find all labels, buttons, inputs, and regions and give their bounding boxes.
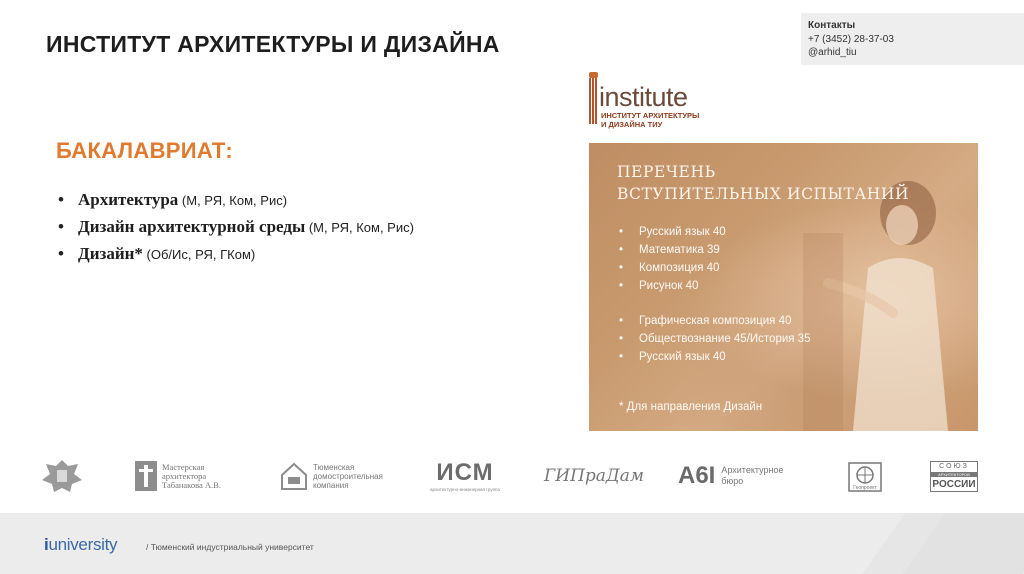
list-item [56,215,576,240]
contacts-phone[interactable]: +7 (3452) 28-37-03 [808,33,894,45]
a61-line2: бюро [721,476,744,486]
list-item: • Рисунок 40 [619,277,726,295]
tabanakov-mark-icon [135,461,157,491]
tabanakov-line1: Мастерская [162,461,205,472]
logo-subtitle [601,111,731,129]
footer [0,513,1024,574]
exams-title-line1: ПЕРЕЧЕНЬ [617,163,716,181]
partner-geoproject[interactable] [846,440,884,512]
tdk-line1: Тюменская [313,462,355,472]
union-line1: СОЮЗ [939,462,969,470]
list-item: • Математика 39 [619,241,726,259]
partner-union-of-architects[interactable] [929,440,979,512]
institute-logo [589,72,739,134]
program-name: Архитектура [78,190,179,209]
logo-bar-icon [589,78,598,124]
partner-coat-of-arms[interactable] [34,440,90,512]
list-item [56,188,576,213]
program-subjects: (М, РЯ, Ком, Рис) [178,193,288,208]
union-line3: РОССИИ [932,478,976,490]
brand-i: i [44,535,49,554]
list-item: • Композиция 40 [619,259,726,277]
ism-subtitle: архитектурно-инженерная группа [430,486,500,492]
contacts-handle[interactable]: @arhid_tiu [808,47,857,58]
contacts-box [801,13,1024,65]
logo-word: institute [599,82,688,112]
university-name: / Тюменский индустриальный университет [146,542,314,552]
list-item [56,242,576,267]
coat-of-arms-icon [34,456,90,496]
partner-logos [0,440,1024,512]
tdk-line3: компания [313,480,349,490]
list-item: • Графическая композиция 40 [619,312,810,330]
student-photo-illustration [798,173,968,431]
program-name: Дизайн* [78,244,143,263]
partner-tdk[interactable] [280,440,390,512]
list-item: • Русский язык 40 [619,348,810,366]
ism-logo: ИСМ [436,458,494,486]
tabanakov-line3: Табанакова А.В. [162,479,221,490]
partner-ism[interactable] [420,440,510,512]
geoproject-label: Геопроект [853,484,877,491]
list-item: • Русский язык 40 [619,223,726,241]
partner-tabanakov[interactable] [135,440,245,512]
logo-subtitle-line1: ИНСТИТУТ АРХИТЕКТУРЫ [601,111,700,120]
brand-word: university [48,535,118,554]
tabanakov-line2: архитектора [162,470,207,481]
exam-list-main [619,223,726,295]
partner-gipradam[interactable] [544,440,644,512]
page-title: ИНСТИТУТ АРХИТЕКТУРЫ И ДИЗАЙНА [46,31,500,57]
partner-a61[interactable] [678,440,798,512]
exams-panel [589,143,978,431]
a61-line1: Архитектурное [721,465,784,475]
program-subjects: (Об/Ис, РЯ, ГКом) [142,247,256,262]
program-list [56,188,576,269]
exam-list-design [619,312,810,366]
a61-logo: А6І [678,462,716,489]
exams-footnote: * Для направления Дизайн [619,401,763,413]
program-subjects: (М, РЯ, Ком, Рис) [305,220,414,235]
exams-title [617,161,909,205]
exams-title-line2: ВСТУПИТЕЛЬНЫХ ИСПЫТАНИЙ [617,185,910,203]
program-name: Дизайн архитектурной среды [78,217,306,236]
gipradam-logo: ГИПраДам [544,466,644,486]
list-item: • Обществознание 45/История 35 [619,330,810,348]
contacts-title: Контакты [808,20,856,31]
union-line2: АРХИТЕКТОРОВ [931,472,977,477]
tdk-line2: домостроительная [313,471,383,481]
bachelor-title: БАКАЛАВРИАТ: [56,138,234,163]
tdk-house-icon [280,461,308,491]
university-brand[interactable] [44,535,117,555]
union-badge [930,461,978,492]
logo-subtitle-line2: И ДИЗАЙНА ТИУ [601,120,663,129]
